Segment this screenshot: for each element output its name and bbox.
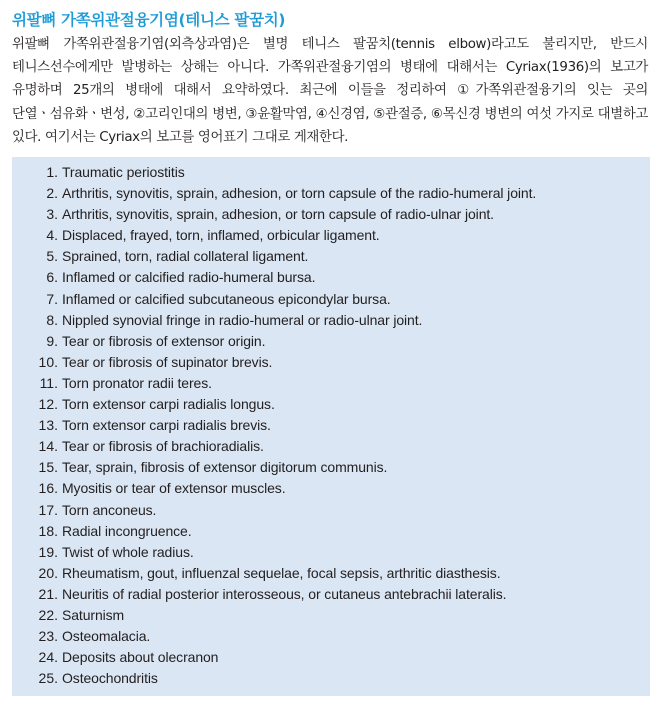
list-item-number: 6.	[46, 269, 58, 286]
causes-list	[12, 162, 650, 689]
list-item-number: 18.	[38, 522, 58, 539]
list-item-number: 20.	[38, 564, 58, 581]
list-item-number: 22.	[38, 606, 58, 623]
list-item-text: Arthritis, synovitis, sprain, adhesion, or torn capsule of the radio-humeral joint.	[62, 185, 537, 202]
list-item	[12, 647, 650, 668]
list-item-text: Tear or fibrosis of extensor origin.	[62, 332, 266, 349]
list-item-number: 16.	[38, 480, 58, 497]
list-item-number: 3.	[46, 206, 58, 223]
list-item-text: Tear or fibrosis of supinator brevis.	[62, 353, 273, 370]
list-item-number: 19.	[38, 543, 58, 560]
list-item-text: Radial incongruence.	[62, 522, 192, 539]
list-item-number: 24.	[38, 649, 58, 666]
list-item-number: 14.	[38, 438, 58, 455]
list-item	[12, 415, 650, 436]
list-item	[12, 204, 650, 225]
intro-paragraph: 위팔뼈 가쪽위관절융기염(외측상과염)은 별명 테니스 팔꿈치(tennis elbow)라고도 불리지만, 반드시 테니스선수에게만 발병하는 상해는 아니다. 가쪽위관절융기염의 병태에 대해서는 Cyriax(1936)의 보고가 유명하며 25개의 병태에 대해서 요약하였다. 최근에 이들을 정리하여 ①가쪽위관절융기의 잇는 곳의 단열ㆍ섬유화ㆍ변성, ②고리인대의 병변, ③윤활막염, ④신경염, ⑤관절증, ⑥목신경 병변의 여섯 가지로 대별하고 있다. 여기서는 Cyriax의 보고를 영어표기 그대로 게재한다.	[12, 37, 648, 145]
list-item	[12, 162, 650, 183]
list-item-text: Osteomalacia.	[62, 628, 151, 645]
list-item-text: Inflamed or calcified radio-humeral bursa.	[62, 269, 316, 286]
list-item-number: 15.	[38, 459, 58, 476]
list-item	[12, 267, 650, 288]
list-item-number: 4.	[46, 227, 58, 244]
list-item-number: 2.	[46, 185, 58, 202]
list-item	[12, 352, 650, 373]
list-item	[12, 584, 650, 605]
list-item	[12, 246, 650, 267]
list-item	[12, 331, 650, 352]
list-item-number: 17.	[38, 501, 58, 518]
list-item-text: Rheumatism, gout, influenzal sequelae, focal sepsis, arthritic diasthesis.	[62, 564, 501, 581]
list-item-text: Inflamed or calcified subcutaneous epicondylar bursa.	[62, 290, 391, 307]
list-item-text: Deposits about olecranon	[62, 649, 219, 666]
list-item-text: Twist of whole radius.	[62, 543, 194, 560]
list-item-number: 1.	[46, 164, 58, 180]
list-item-text: Torn anconeus.	[62, 501, 157, 518]
list-item-text: Tear or fibrosis of brachioradialis.	[62, 438, 264, 455]
list-item	[12, 668, 650, 689]
list-item	[12, 373, 650, 394]
list-item-number: 21.	[38, 585, 58, 602]
list-item	[12, 542, 650, 563]
list-item-text: Tear, sprain, fibrosis of extensor digitorum communis.	[62, 459, 388, 476]
list-item	[12, 457, 650, 478]
list-item	[12, 183, 650, 204]
list-item-number: 8.	[46, 311, 58, 328]
list-item-text: Nippled synovial fringe in radio-humeral or radio-ulnar joint.	[62, 311, 423, 328]
list-item	[12, 500, 650, 521]
section-title: 위팔뼈 가쪽위관절융기염(테니스 팔꿈치)	[12, 11, 286, 29]
list-item-number: 12.	[38, 396, 58, 413]
list-item-text: Saturnism	[62, 606, 125, 623]
list-item-number: 23.	[38, 628, 58, 645]
list-item-text: Torn extensor carpi radialis brevis.	[62, 417, 271, 434]
list-item-text: Arthritis, synovitis, sprain, adhesion, or torn capsule of radio-ulnar joint.	[62, 206, 494, 223]
list-item	[12, 394, 650, 415]
list-item	[12, 563, 650, 584]
list-item-number: 10.	[38, 353, 58, 370]
list-item-number: 13.	[38, 417, 58, 434]
list-item-text: Neuritis of radial posterior interosseous, or cutaneus antebrachii lateralis.	[62, 585, 507, 602]
list-item	[12, 478, 650, 499]
list-item-text: Traumatic periostitis	[62, 164, 185, 180]
list-item-number: 9.	[46, 332, 58, 349]
list-item	[12, 289, 650, 310]
list-item	[12, 436, 650, 457]
list-item-text: Torn extensor carpi radialis longus.	[62, 396, 275, 413]
list-item-text: Myositis or tear of extensor muscles.	[62, 480, 286, 497]
causes-box	[12, 157, 650, 696]
list-item	[12, 605, 650, 626]
list-item	[12, 310, 650, 331]
list-item-number: 5.	[46, 248, 58, 265]
list-item-text: Torn pronator radii teres.	[62, 374, 212, 391]
list-item	[12, 521, 650, 542]
list-item-number: 7.	[46, 290, 58, 307]
list-item-text: Sprained, torn, radial collateral ligament.	[62, 248, 309, 265]
list-item	[12, 225, 650, 246]
list-item-text: Displaced, frayed, torn, inflamed, orbicular ligament.	[62, 227, 380, 244]
list-item-number: 11.	[39, 374, 58, 391]
list-item-number: 25.	[38, 670, 58, 687]
list-item	[12, 626, 650, 647]
list-item-text: Osteochondritis	[62, 670, 158, 687]
